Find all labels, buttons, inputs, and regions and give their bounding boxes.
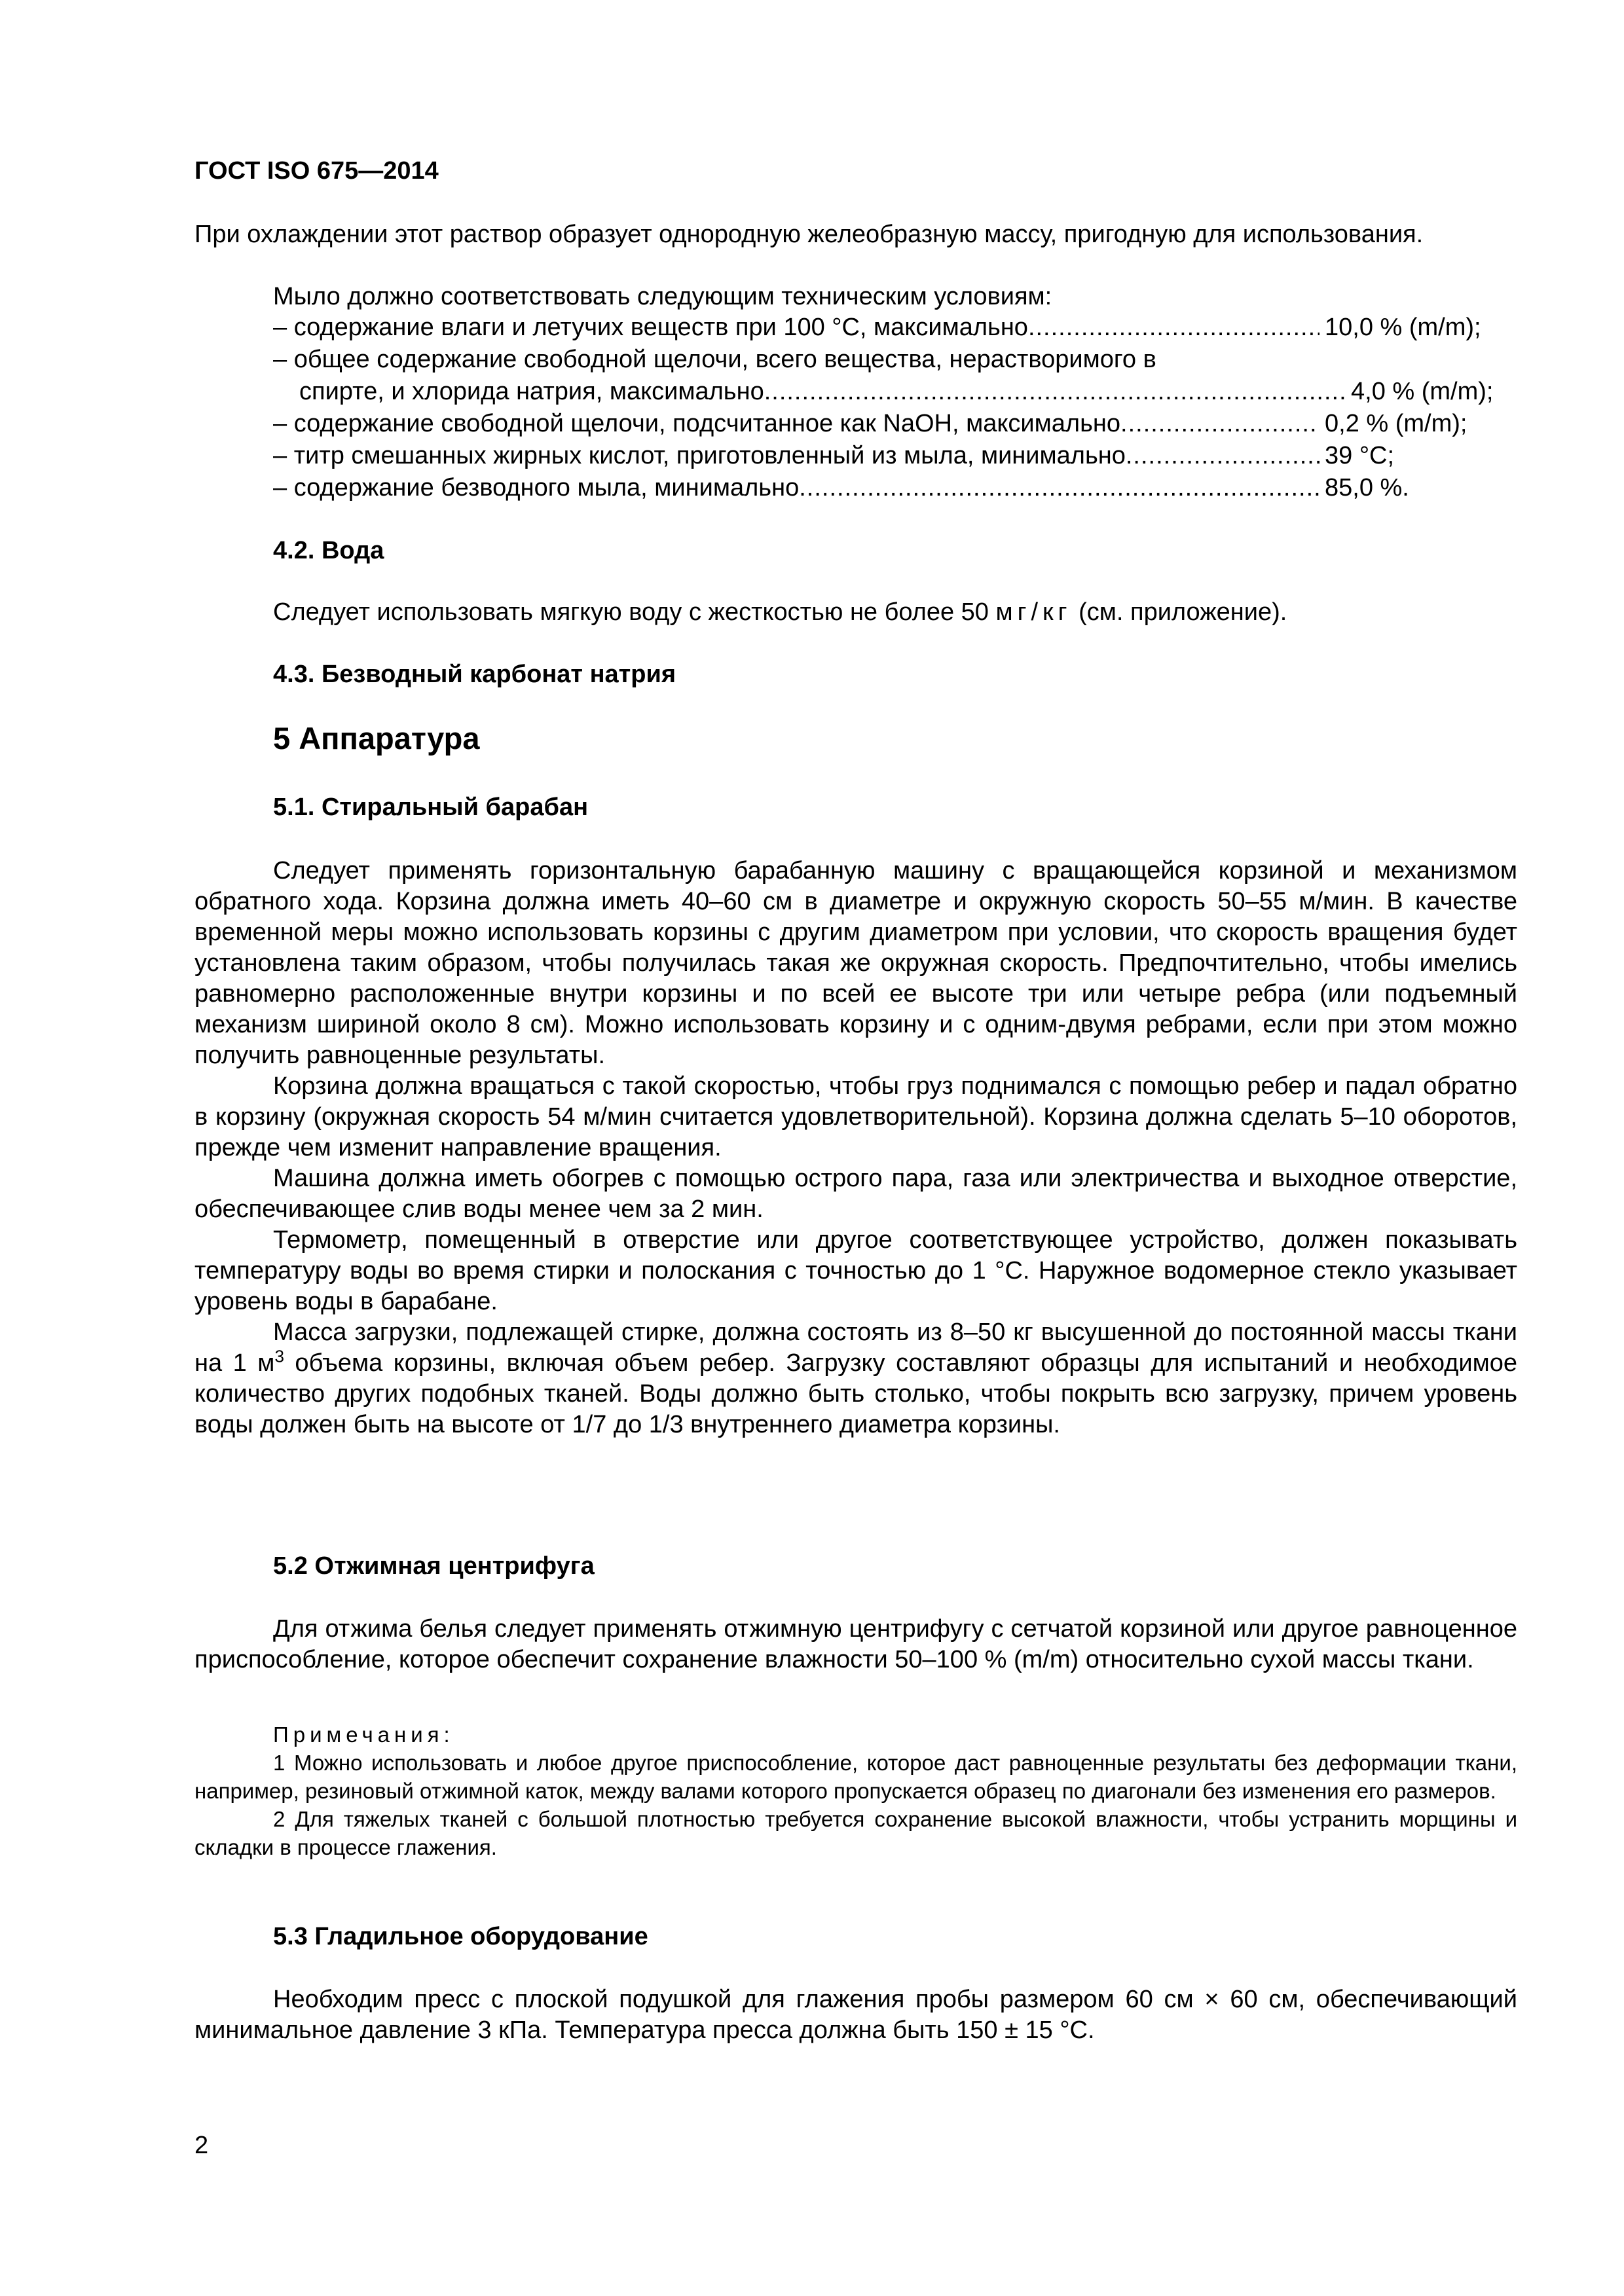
- paragraph: [194, 1317, 1517, 1440]
- spec-item-value: 4,0 % (m/m);: [1351, 378, 1494, 405]
- note: 2 Для тяжелых тканей с большой плотностью требуется сохранение высокой влажности, чтобы устранить морщины и складки в процессе глажения.: [194, 1807, 1517, 1859]
- section-5-3-body: [194, 1984, 1517, 2046]
- hardness-unit: мг/кг: [995, 598, 1072, 626]
- note: 1 Можно использовать и любое другое приспособление, которое даст равноценные результаты без деформации ткани, например, резиновый отжимной каток, между валами которого пропускается образец по диагонали без изменения его размеров.: [194, 1751, 1517, 1803]
- spec-item-value: 85,0 %.: [1325, 474, 1409, 501]
- spec-item-text: – титр смешанных жирных кислот, приготовленный из мыла, минимально: [273, 442, 1126, 469]
- section-5-1-body: [194, 856, 1517, 1440]
- spec-item: [273, 408, 1517, 440]
- section-heading-5-1: 5.1. Стиральный барабан: [273, 793, 589, 821]
- section-5-2-body: [194, 1614, 1517, 1675]
- spec-item-text: – общее содержание свободной щелочи, всего вещества, нерастворимого в: [273, 346, 1156, 373]
- water-text-end: (см. приложение).: [1071, 598, 1287, 626]
- spec-item: [273, 312, 1517, 344]
- section-heading-4-3: 4.3. Безводный карбонат натрия: [273, 661, 676, 688]
- paragraph: Для отжима белья следует применять отжимную центрифугу с сетчатой корзиной или другое равноценное приспособление, которое обеспечит сохранение влажности 50–100 % (m/m) относительно сухой массы ткани.: [194, 1615, 1517, 1673]
- load-text-start: Масса загрузки, подлежащей стирке, должна состоять из 8–50 кг высушенной до постоянной массы ткани на 1 м: [194, 1319, 1517, 1377]
- spec-item-value: 10,0 % (m/m);: [1325, 314, 1481, 341]
- load-text-end: объема корзины, включая объем ребер. Загрузку составляют образцы для испытаний и необходимое количество других подобных тканей. Воды должно быть столько, чтобы покрыть всю загрузку, причем уровень воды должен быть на высоте от 1/7 до 1/3 внутреннего диаметра корзины.: [194, 1349, 1518, 1438]
- section-heading-5: 5 Аппаратура: [273, 721, 480, 756]
- water-text-start: Следует использовать мягкую воду с жесткостью не более 50: [273, 598, 996, 626]
- notes-label: Примечания:: [273, 1722, 454, 1747]
- section-heading-4-2: 4.2. Вода: [273, 537, 384, 564]
- section-4-2-text: [273, 597, 1287, 628]
- page-number: 2: [194, 2132, 209, 2159]
- spec-item: [273, 472, 1517, 504]
- spec-item: [273, 440, 1517, 472]
- spec-item-text: – содержание свободной щелочи, подсчитанное как NaOH, максимально: [273, 410, 1121, 437]
- intro-paragraph: При охлаждении этот раствор образует однородную желеобразную массу, пригодную для использования.: [194, 221, 1424, 248]
- spec-intro: Мыло должно соответствовать следующим техническим условиям:: [273, 283, 1052, 310]
- section-heading-5-2: 5.2 Отжимная центрифуга: [273, 1552, 595, 1580]
- superscript: 3: [274, 1346, 284, 1366]
- paragraph: Необходим пресс с плоской подушкой для глажения пробы размером 60 см × 60 см, обеспечивающий минимальное давление 3 кПа. Температура пресса должна быть 150 ± 15 °С.: [194, 1986, 1517, 2044]
- spec-item-text: спирте, и хлорида натрия, максимально: [299, 378, 764, 405]
- document-header: ГОСТ ISO 675—2014: [194, 157, 439, 185]
- paragraph: Следует применять горизонтальную барабанную машину с вращающейся корзиной и механизмом обратного хода. Корзина должна иметь 40–60 см в диаметре и окружную скорость 50–55 м/мин. В качестве временной меры можно использовать корзины с другим диаметром при условии, что скорость вращения будет установлена таким образом, чтобы получилась такая же окружная скорость. Предпочтительно, чтобы имелись равномерно расположенные внутри корзины и по всей ее высоте три или четыре ребра (или подъемный механизм шириной около 8 см). Можно использовать корзину и с одним-двумя ребрами, если при этом можно получить равноценные результаты.: [194, 857, 1517, 1069]
- paragraph: Термометр, помещенный в отверстие или другое соответствующее устройство, должен показывать температуру воды во время стирки и полоскания с точностью до 1 °С. Наружное водомерное стекло указывает уровень воды в барабане.: [194, 1226, 1517, 1315]
- notes-block: [194, 1721, 1517, 1861]
- spec-item-text: – содержание безводного мыла, минимально: [273, 474, 800, 501]
- spec-item-text: – содержание влаги и летучих веществ при 100 °С, максимально: [273, 314, 1028, 341]
- spec-list: [273, 312, 1517, 504]
- paragraph: Корзина должна вращаться с такой скоростью, чтобы груз поднимался с помощью ребер и падал обратно в корзину (окружная скорость 54 м/мин считается удовлетворительной). Корзина должна сделать 5–10 оборотов, прежде чем изменит направление вращения.: [194, 1072, 1517, 1161]
- spec-item-value: 0,2 % (m/m);: [1325, 410, 1467, 437]
- spec-item: [273, 344, 1517, 376]
- paragraph: Машина должна иметь обогрев с помощью острого пара, газа или электричества и выходное отверстие, обеспечивающее слив воды менее чем за 2 мин.: [194, 1165, 1517, 1223]
- spec-item-value: 39 °С;: [1325, 442, 1395, 469]
- section-heading-5-3: 5.3 Гладильное оборудование: [273, 1923, 648, 1950]
- spec-item: [273, 376, 1517, 408]
